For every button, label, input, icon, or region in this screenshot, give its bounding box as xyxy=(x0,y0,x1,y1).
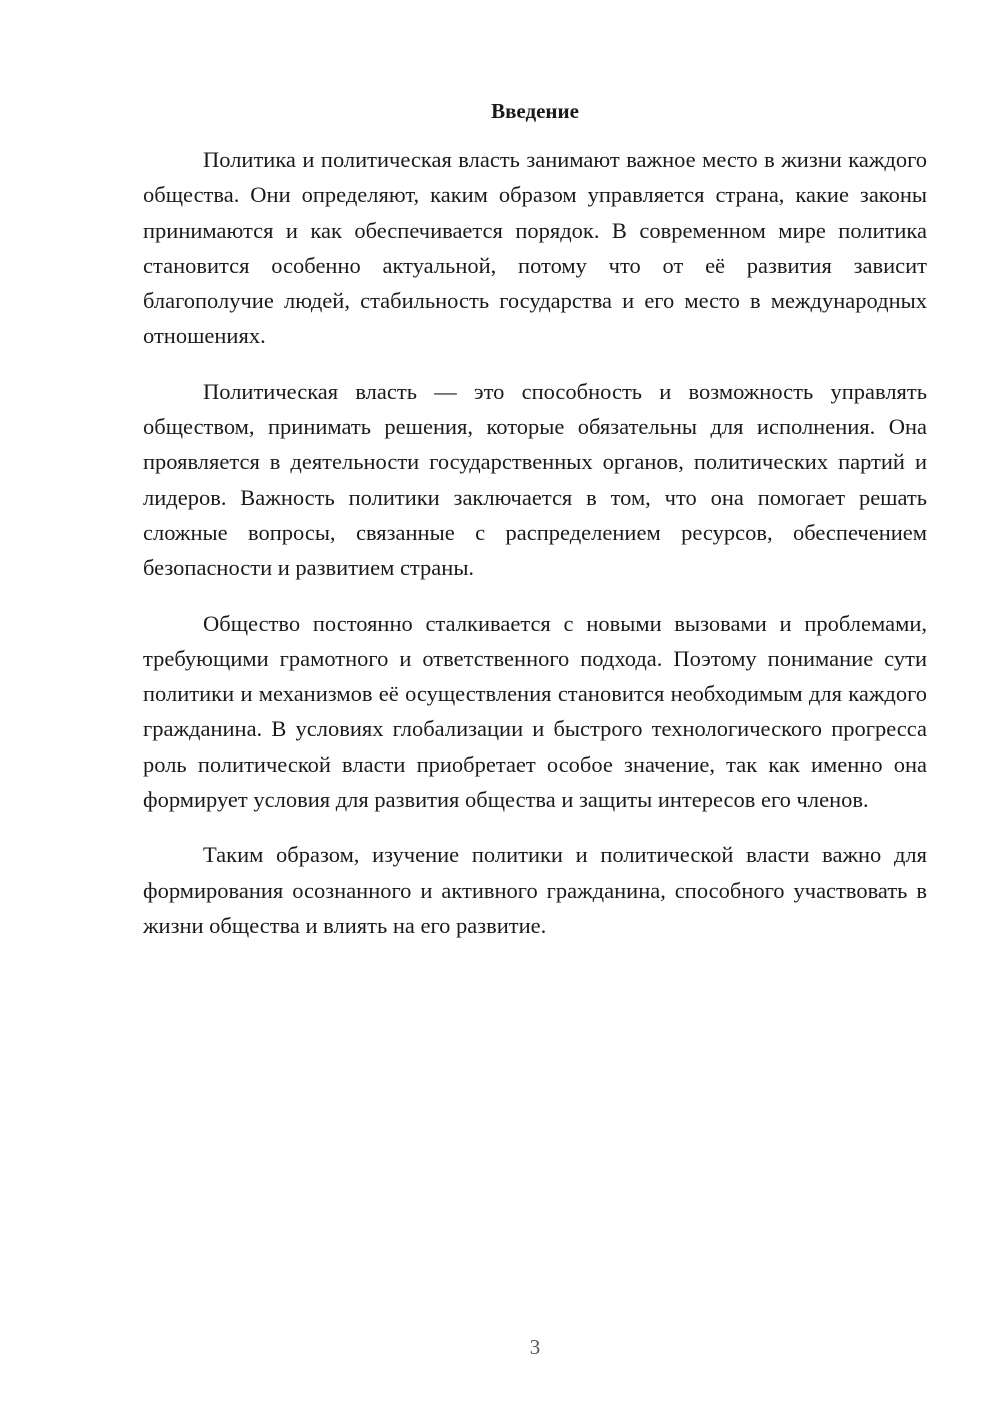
section-heading: Введение xyxy=(491,99,579,123)
paragraph-2: Политическая власть — это способность и возможность управлять обществом, принимать решения, которые обязательны для исполнения. Она проявляется в деятельности государственных органов, политических партий и лидеров. Важность политики заключается в том, что она помогает решать сложные вопросы, связанные с распределением ресурсов, обеспечением безопасности и развитием страны. xyxy=(143,378,927,581)
paragraph-4: Таким образом, изучение политики и политической власти важно для формирования осознанного и активного гражданина, способного участвовать в жизни общества и влиять на его развитие. xyxy=(143,842,927,938)
page-number: 3 xyxy=(529,1335,541,1359)
paragraph-3: Общество постоянно сталкивается с новыми вызовами и проблемами, требующими грамотного и ответственного подхода. Поэтому понимание сути политики и механизмов её осуществления становится необходимым для каждого гражданина. В условиях глобализации и быстрого технологического прогресса роль политической власти приобретает особое значение, так как именно она формирует условия для развития общества и защиты интересов его членов. xyxy=(143,610,927,813)
paragraph-1: Политика и политическая власть занимают важное место в жизни каждого общества. Они определяют, каким образом управляется страна, какие законы принимаются и как обеспечивается порядок. В современном мире политика становится особенно актуальной, потому что от её развития зависит благополучие людей, стабильность государства и его место в международных отношениях. xyxy=(143,147,927,349)
body-text xyxy=(143,142,927,963)
